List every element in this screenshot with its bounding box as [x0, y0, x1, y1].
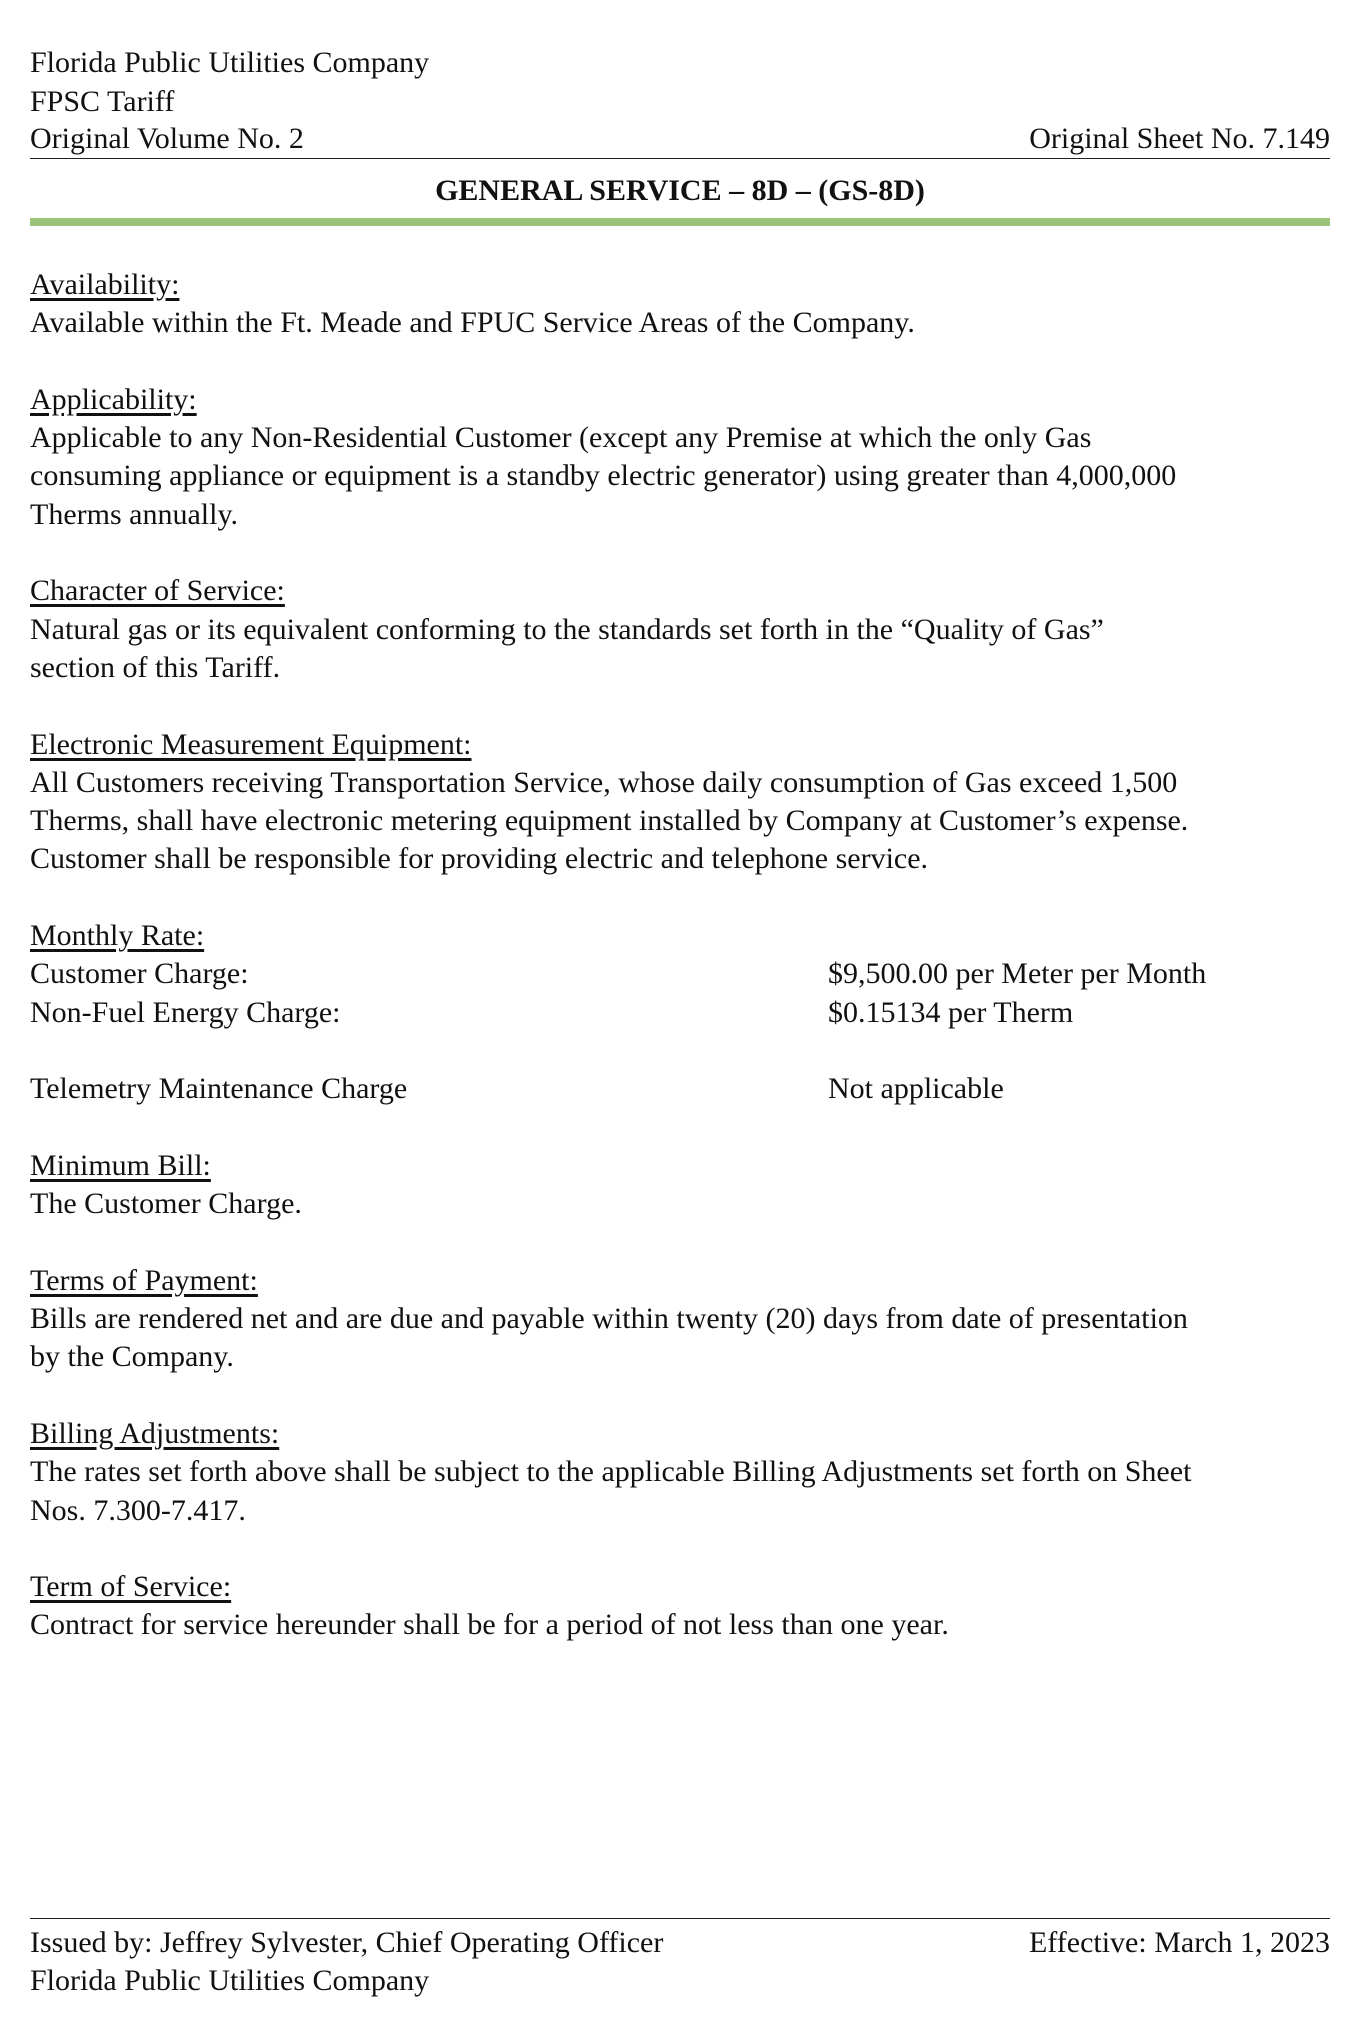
- section-availability: [30, 266, 1330, 343]
- header-sheet-number: Original Sheet No. 7.149: [1029, 122, 1330, 155]
- section-line: consuming appliance or equipment is a standby electric generator) using greater than 4,000,000: [30, 459, 1177, 493]
- section-title: Terms of Payment:: [30, 1263, 258, 1297]
- section-title: Minimum Bill:: [30, 1148, 211, 1182]
- page-title: GENERAL SERVICE – 8D – (GS-8D): [435, 174, 925, 207]
- section-title: Monthly Rate:: [30, 919, 205, 953]
- section-character-of-service: [30, 572, 1330, 687]
- section-billing-adjustments: [30, 1415, 1330, 1530]
- section-text: Contract for service hereunder shall be for a period of not less than one year.: [30, 1608, 949, 1642]
- section-line: Therms, shall have electronic metering equipment installed by Company at Customer’s expense.: [30, 804, 1189, 838]
- section-title: Availability:: [30, 268, 180, 301]
- section-line: by the Company.: [30, 1340, 234, 1374]
- page-footer: [30, 1924, 1330, 2000]
- section-title: Term of Service:: [30, 1570, 232, 1604]
- section-term-of-service: [30, 1568, 1330, 1645]
- section-line: All Customers receiving Transportation Service, whose daily consumption of Gas exceed 1,500: [30, 765, 1178, 799]
- section-title: Character of Service:: [30, 574, 285, 608]
- footer-divider: [30, 1918, 1330, 1919]
- section-minimum-bill: [30, 1147, 1330, 1224]
- header-company: Florida Public Utilities Company: [30, 46, 430, 79]
- section-text: The Customer Charge.: [30, 1187, 302, 1221]
- section-line: Customer shall be responsible for providing electric and telephone service.: [30, 842, 929, 876]
- footer-effective-date: Effective: March 1, 2023: [1028, 1926, 1330, 1959]
- section-line: Nos. 7.300-7.417.: [30, 1493, 246, 1527]
- header-volume-row: [30, 120, 1330, 158]
- section-measurement-equipment: [30, 726, 1330, 879]
- section-title: Applicability:: [30, 382, 197, 416]
- header-volume: Original Volume No. 2: [30, 122, 304, 155]
- rate-label: Non-Fuel Energy Charge:: [30, 995, 341, 1029]
- rate-row-customer-charge: [30, 955, 1330, 993]
- rate-value: $0.15134 per Therm: [828, 995, 1074, 1029]
- header-divider: [30, 158, 1330, 159]
- section-line: Bills are rendered net and are due and payable within twenty (20) days from date of presentation: [30, 1302, 1188, 1336]
- footer-company: Florida Public Utilities Company: [30, 1964, 430, 1997]
- title-accent-rule: [30, 218, 1330, 226]
- rate-row-telemetry: [30, 1070, 1330, 1108]
- rate-value: Not applicable: [828, 1072, 1004, 1106]
- tariff-body: [30, 266, 1330, 1683]
- section-line: Natural gas or its equivalent conforming to the standards set forth in the “Quality of Gas”: [30, 612, 1104, 646]
- section-text: Available within the Ft. Meade and FPUC Service Areas of the Company.: [30, 306, 915, 340]
- section-line: The rates set forth above shall be subject to the applicable Billing Adjustments set forth on Sheet: [30, 1455, 1192, 1489]
- section-line: section of this Tariff.: [30, 650, 281, 684]
- rate-value: $9,500.00 per Meter per Month: [828, 957, 1207, 991]
- footer-issued-by: Issued by: Jeffrey Sylvester, Chief Operating Officer: [30, 1926, 664, 1959]
- section-monthly-rate: [30, 917, 1330, 1108]
- footer-row: [30, 1924, 1330, 1962]
- section-line: Therms annually.: [30, 497, 238, 531]
- rate-label: Customer Charge:: [30, 957, 249, 991]
- section-line: Applicable to any Non-Residential Customer (except any Premise at which the only Gas: [30, 421, 1092, 455]
- section-title: Electronic Measurement Equipment:: [30, 727, 472, 761]
- rate-label: Telemetry Maintenance Charge: [30, 1072, 408, 1106]
- tariff-page: [30, 0, 1330, 2026]
- rate-row-energy-charge: [30, 994, 1330, 1032]
- section-title: Billing Adjustments:: [30, 1416, 280, 1450]
- spacer: [30, 1032, 1330, 1070]
- section-applicability: [30, 381, 1330, 534]
- header-tariff: FPSC Tariff: [30, 85, 175, 118]
- section-terms-of-payment: [30, 1262, 1330, 1377]
